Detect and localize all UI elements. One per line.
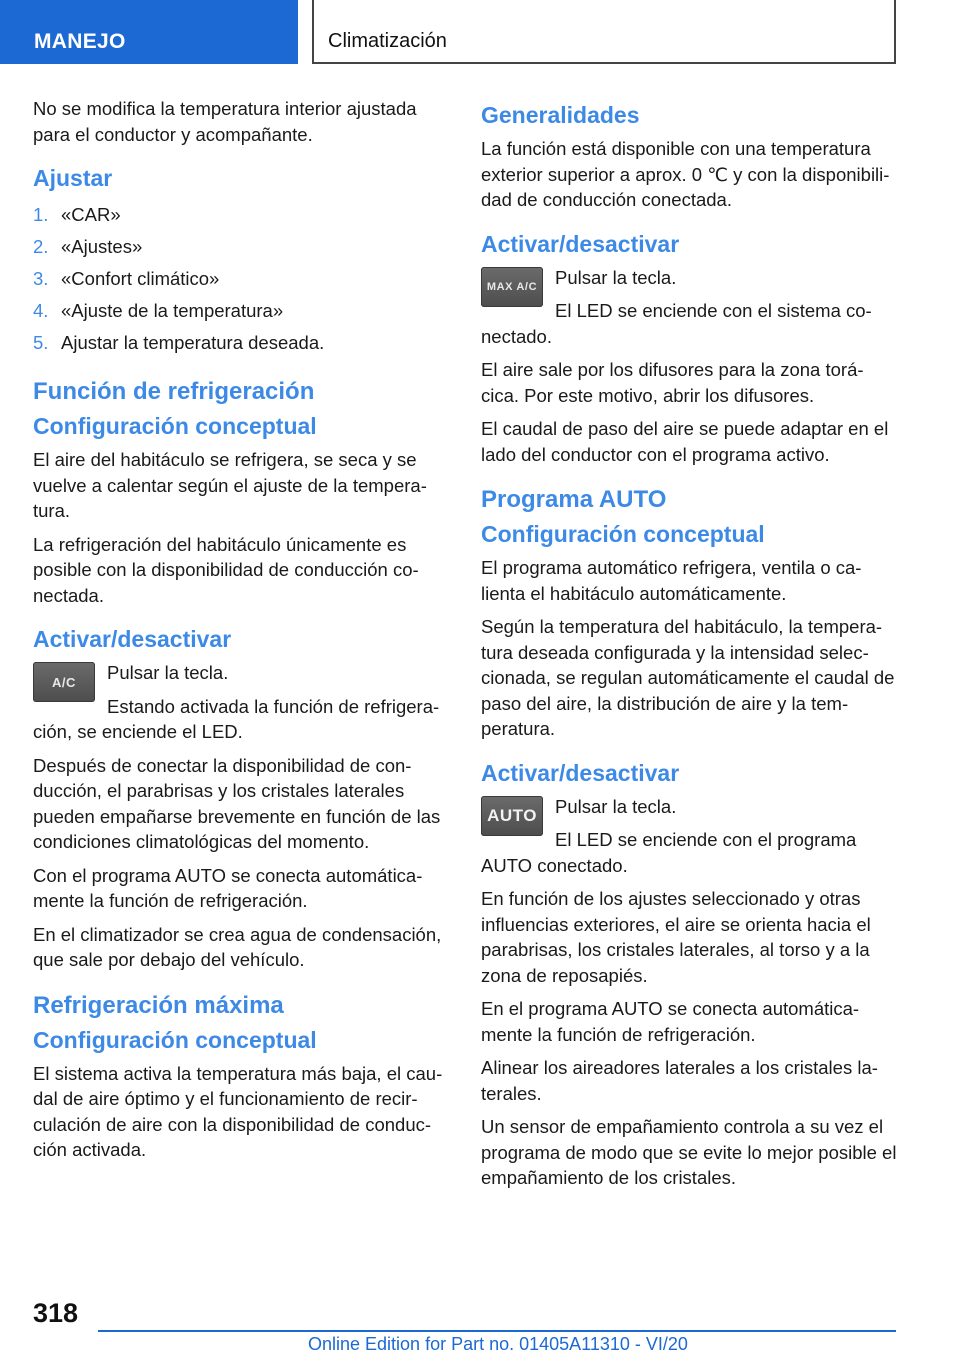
left-column [33,96,451,1171]
step-item: 4. «Ajuste de la temperatura» [33,300,284,321]
max-ac-key-icon: MAX A/C [481,267,543,307]
auto-key-instruction [481,794,899,887]
step-item: 2. «Ajustes» [33,236,143,257]
step-item: 1. «CAR» [33,204,121,225]
page-number: 318 [33,1298,79,1328]
ajustar-heading: Ajustar [33,165,113,191]
section-tab: MANEJO [0,0,298,64]
paragraph: El LED se enciende con el programa AUTO conectado. [481,829,857,876]
paragraph: Después de conectar la disponibilidad de con-ducción, el parabrisas y los cristales laterales pueden empañarse brevemente en función de las condiciones climatológicas del momento. [33,754,441,852]
ac-key-instruction [33,660,451,753]
paragraph: Con el programa AUTO se conecta automática-mente la función de refrigeración. [33,864,423,911]
refrigeration-toggle-heading: Activar/desactivar [33,626,232,652]
step-item: 3. «Confort climático» [33,268,220,289]
max-concept-heading: Configuración conceptual [33,1026,317,1053]
paragraph: Estando activada la función de refrigera-ción, se enciende el LED. [33,695,440,742]
max-ac-key-instruction [481,265,899,358]
paragraph: El programa automático refrigera, ventila o ca-lienta el habitáculo automáticamente. [481,557,862,604]
general-heading: Generalidades [481,102,640,128]
intro-paragraph: No se modifica la temperatura interior ajustada para el conductor y acompañante. [33,98,417,145]
chapter-title: Climatización [312,0,896,64]
paragraph: La refrigeración del habitáculo únicamente es posible con la disponibilidad de conducción co-nectada. [33,533,419,606]
step-item: 5. Ajustar la temperatura deseada. [33,332,325,353]
paragraph: El aire sale por los difusores para la zona torá-cica. Por este motivo, abrir los difusores. [481,359,864,406]
footer-edition: Online Edition for Part no. 01405A11310 - VI/20 [308,1334,688,1354]
paragraph: Pulsar la tecla. [555,795,677,817]
auto-concept-heading: Configuración conceptual [481,521,765,547]
right-column [481,96,899,1199]
paragraph: El LED se enciende con el sistema co-nectado. [481,300,872,347]
auto-toggle-heading: Activar/desactivar [481,759,680,786]
auto-program-heading: Programa AUTO [481,486,667,513]
max-toggle-heading: Activar/desactivar [481,230,680,257]
footer-rule [98,1330,896,1332]
paragraph: Según la temperatura del habitáculo, la tempera-tura deseada configurada y la intensidad selec-cionada, se regulan automáticamente el caudal de paso del aire, la distribución de aire y la tem-peratura. [481,616,895,739]
paragraph: El aire del habitáculo se refrigera, se seca y se vuelve a calentar según el ajuste de la tempera-tura. [33,449,427,521]
ajustar-steps [33,199,451,359]
auto-key-icon: AUTO [481,796,543,836]
paragraph: El caudal de paso del aire se puede adaptar en el lado del conductor con el programa activo. [481,418,889,465]
paragraph: Pulsar la tecla. [107,662,229,683]
paragraph: Alinear los aireadores laterales a los cristales la-terales. [481,1057,878,1104]
max-refrigeration-heading: Refrigeración máxima [33,991,284,1019]
paragraph: En el climatizador se crea agua de condensación, que sale por debajo del vehículo. [33,923,442,970]
paragraph: El sistema activa la temperatura más baja, el cau-dal de aire óptimo y el funcionamiento de recir-culación de aire con la disponibilidad de conduc-ción activada. [33,1062,443,1160]
paragraph: Pulsar la tecla. [555,266,677,288]
paragraph: Un sensor de empañamiento controla a su vez el programa de modo que se evite lo mejor posible el empañamiento de los cristales. [481,1116,897,1188]
ac-key-icon: A/C [33,662,95,702]
paragraph: La función está disponible con una temperatura exterior superior a aprox. 0 ℃ y con la disponibili-dad de conducción conectada. [481,138,890,210]
refrigeration-heading: Función de refrigeración [33,378,315,405]
refrigeration-concept-heading: Configuración conceptual [33,413,317,439]
paragraph: En el programa AUTO se conecta automática-mente la función de refrigeración. [481,998,860,1045]
paragraph: En función de los ajustes seleccionado y otras influencias exteriores, el aire se orienta hacia el parabrisas, los cristales laterales, al torso y a la zona de reposapiés. [481,888,871,986]
